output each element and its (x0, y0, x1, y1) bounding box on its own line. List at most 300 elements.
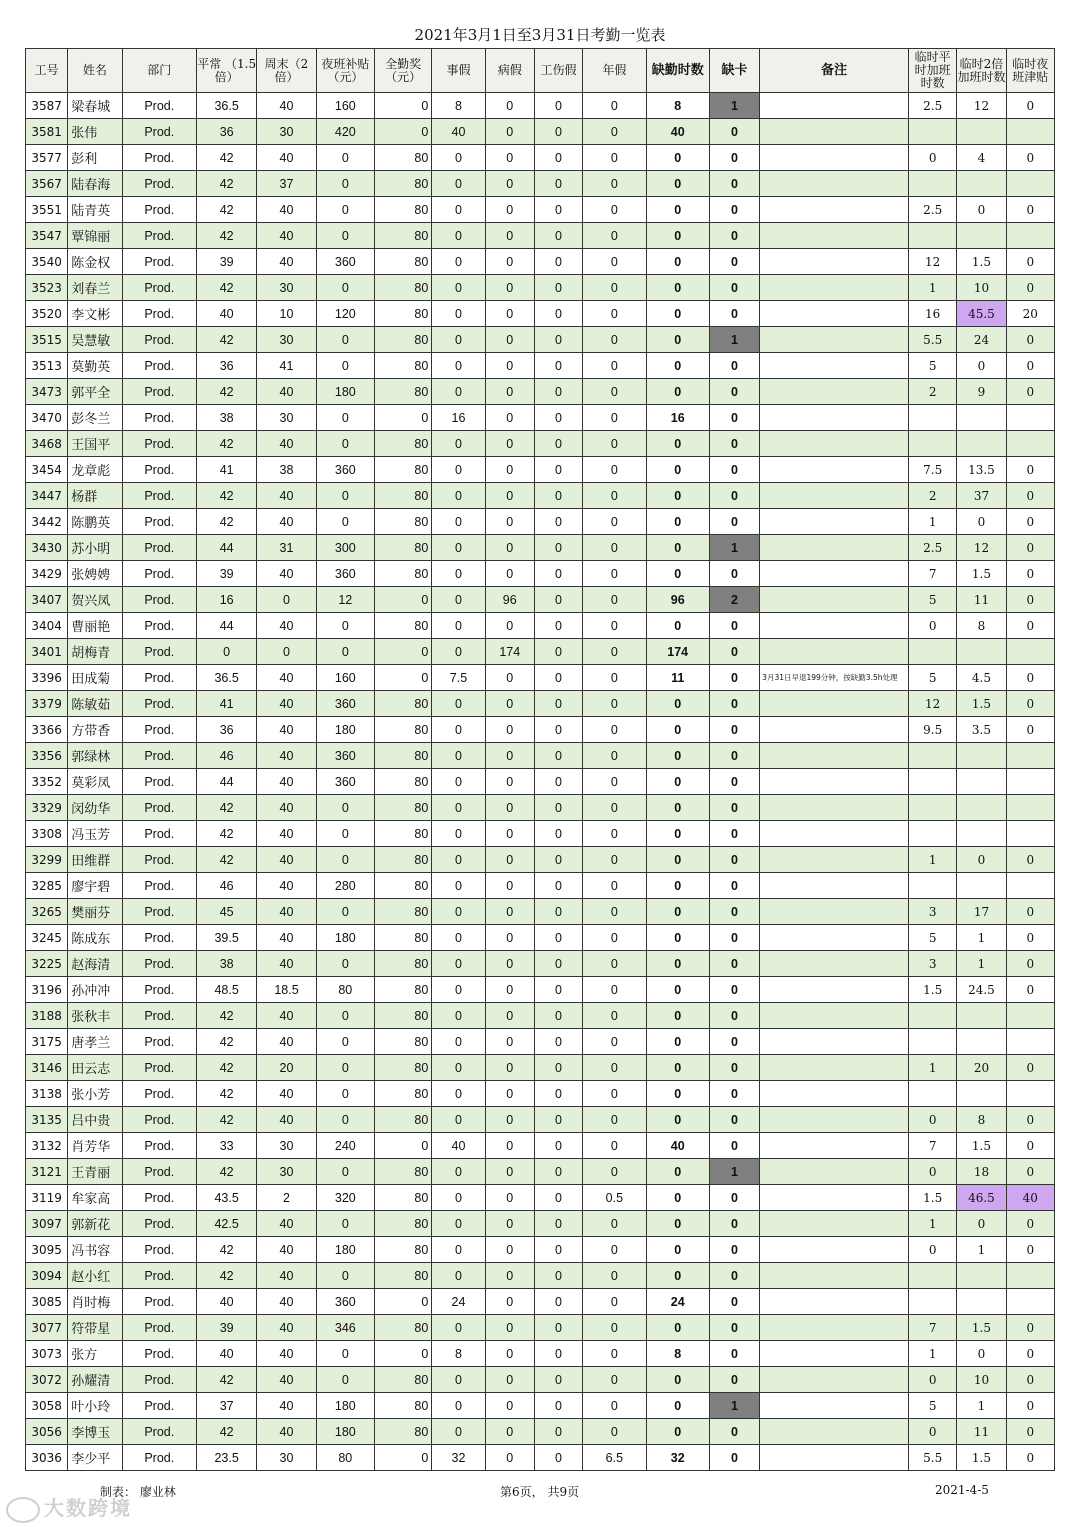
table-cell: 0 (583, 1419, 646, 1445)
table-cell: 8 (957, 613, 1006, 639)
table-cell: 80 (374, 1419, 431, 1445)
table-cell: 0 (957, 353, 1006, 379)
table-row (26, 743, 1055, 769)
table-cell: 20 (957, 1055, 1006, 1081)
table-cell: 0 (646, 1081, 709, 1107)
table-cell: 0 (583, 197, 646, 223)
table-cell: 3175 (26, 1029, 68, 1055)
table-cell: 0 (646, 613, 709, 639)
table-cell: 0 (583, 145, 646, 171)
table-cell: 0 (534, 769, 582, 795)
table-cell: 3401 (26, 639, 68, 665)
table-cell: 贺兴凤 (68, 587, 122, 613)
table-cell: 0 (432, 171, 485, 197)
table-cell (909, 743, 957, 769)
table-cell (760, 171, 909, 197)
table-cell: Prod. (122, 1263, 196, 1289)
table-cell: 0 (709, 1237, 759, 1263)
table-cell: 180 (316, 1393, 374, 1419)
table-cell: 18.5 (257, 977, 316, 1003)
table-cell: 0 (316, 847, 374, 873)
table-cell: 0 (432, 1159, 485, 1185)
table-cell: Prod. (122, 1211, 196, 1237)
table-cell: 张伟 (68, 119, 122, 145)
table-cell: 1 (909, 1211, 957, 1237)
table-cell: 80 (374, 1003, 431, 1029)
table-cell: 0 (1006, 1341, 1054, 1367)
table-cell: 160 (316, 93, 374, 119)
table-cell: 36 (196, 717, 256, 743)
table-cell (1006, 405, 1054, 431)
table-cell: 0 (1006, 535, 1054, 561)
table-cell: 0 (485, 1341, 534, 1367)
table-cell: 0 (583, 717, 646, 743)
table-cell: 0 (534, 249, 582, 275)
table-row (26, 1003, 1055, 1029)
table-cell: 0 (534, 743, 582, 769)
table-row (26, 171, 1055, 197)
table-cell: 0 (534, 1185, 582, 1211)
table-cell: 1.5 (957, 561, 1006, 587)
table-cell: 3407 (26, 587, 68, 613)
table-cell (760, 1237, 909, 1263)
table-cell: 0 (534, 223, 582, 249)
table-cell: 0 (583, 249, 646, 275)
table-cell: 曹丽艳 (68, 613, 122, 639)
table-cell: 0 (485, 509, 534, 535)
table-cell: 1.5 (909, 1185, 957, 1211)
table-cell: 80 (374, 1055, 431, 1081)
table-cell: 0 (583, 821, 646, 847)
table-cell: 10 (257, 301, 316, 327)
table-cell: 80 (374, 249, 431, 275)
table-cell: 0 (583, 613, 646, 639)
table-cell: 42 (196, 1107, 256, 1133)
table-cell: 苏小明 (68, 535, 122, 561)
table-cell: 0 (485, 171, 534, 197)
table-cell: 0 (1006, 1055, 1054, 1081)
table-cell: 0 (534, 613, 582, 639)
table-cell: 0 (583, 1029, 646, 1055)
table-cell: 0 (709, 1081, 759, 1107)
table-cell: 8 (957, 1107, 1006, 1133)
table-cell: 0 (534, 431, 582, 457)
table-cell: 5 (909, 587, 957, 613)
table-cell: 3138 (26, 1081, 68, 1107)
table-cell (760, 405, 909, 431)
table-cell: Prod. (122, 847, 196, 873)
table-cell: 11 (646, 665, 709, 691)
table-cell (957, 769, 1006, 795)
table-cell: 3058 (26, 1393, 68, 1419)
table-cell: 0 (583, 1263, 646, 1289)
table-cell: 0 (534, 1341, 582, 1367)
table-cell: 43.5 (196, 1185, 256, 1211)
table-cell: 0 (534, 847, 582, 873)
table-cell: 40 (257, 847, 316, 873)
table-cell: 0 (709, 1185, 759, 1211)
table-cell: 3073 (26, 1341, 68, 1367)
table-cell: 0 (316, 951, 374, 977)
column-header: 缺勤时数 (646, 49, 709, 93)
table-cell (957, 431, 1006, 457)
table-cell: 0 (583, 457, 646, 483)
table-cell: 5 (909, 1393, 957, 1419)
table-cell: Prod. (122, 171, 196, 197)
table-cell: 肖时梅 (68, 1289, 122, 1315)
table-cell: Prod. (122, 1341, 196, 1367)
table-cell: 42 (196, 483, 256, 509)
table-cell: 3095 (26, 1237, 68, 1263)
table-cell: 0 (534, 275, 582, 301)
table-cell: 0 (646, 1263, 709, 1289)
table-cell: 0 (709, 353, 759, 379)
table-cell: 0 (432, 1185, 485, 1211)
table-cell: Prod. (122, 1419, 196, 1445)
table-cell: 180 (316, 925, 374, 951)
table-cell: 冯书容 (68, 1237, 122, 1263)
table-cell (760, 1029, 909, 1055)
table-cell: 0 (646, 691, 709, 717)
table-cell: 8 (432, 93, 485, 119)
table-cell: 0 (485, 613, 534, 639)
table-row (26, 145, 1055, 171)
table-cell: 0 (1006, 1159, 1054, 1185)
table-cell: 0 (485, 353, 534, 379)
table-row (26, 1133, 1055, 1159)
table-cell: 0 (1006, 1393, 1054, 1419)
table-cell: 0 (957, 509, 1006, 535)
table-cell: 42 (196, 431, 256, 457)
table-cell: 120 (316, 301, 374, 327)
table-cell: 樊丽芬 (68, 899, 122, 925)
table-cell (760, 1393, 909, 1419)
column-header: 周末（2倍） (257, 49, 316, 93)
table-cell: Prod. (122, 1185, 196, 1211)
table-cell: 7.5 (432, 665, 485, 691)
table-cell (909, 405, 957, 431)
table-cell: 33 (196, 1133, 256, 1159)
table-cell: 40 (257, 1367, 316, 1393)
table-cell: Prod. (122, 951, 196, 977)
table-cell: 40 (257, 1029, 316, 1055)
table-cell: 0 (432, 1393, 485, 1419)
table-cell (1006, 873, 1054, 899)
table-cell: 32 (646, 1445, 709, 1471)
table-cell: 30 (257, 1159, 316, 1185)
table-cell: 彭利 (68, 145, 122, 171)
table-cell (760, 1003, 909, 1029)
table-row (26, 275, 1055, 301)
table-cell: 0 (1006, 665, 1054, 691)
table-cell: 24 (432, 1289, 485, 1315)
table-cell: 40 (257, 431, 316, 457)
column-header: 全勤奖（元） (374, 49, 431, 93)
table-cell: 8 (646, 93, 709, 119)
table-cell: 0 (1006, 1107, 1054, 1133)
table-cell: 1 (709, 327, 759, 353)
table-cell: 0 (583, 587, 646, 613)
table-cell: Prod. (122, 145, 196, 171)
table-cell: Prod. (122, 1081, 196, 1107)
table-cell: 0 (583, 795, 646, 821)
table-cell: 80 (374, 327, 431, 353)
table-cell: 0 (534, 1133, 582, 1159)
watermark-text: 大数跨境 (44, 1496, 132, 1520)
table-row (26, 1107, 1055, 1133)
table-cell: 0 (534, 1107, 582, 1133)
table-cell (909, 821, 957, 847)
table-cell (1006, 1029, 1054, 1055)
table-cell: 0 (432, 1367, 485, 1393)
table-cell (1006, 171, 1054, 197)
table-cell: 0 (316, 1367, 374, 1393)
table-cell: 叶小玲 (68, 1393, 122, 1419)
table-row (26, 1419, 1055, 1445)
table-cell: 3447 (26, 483, 68, 509)
table-cell: 唐孝兰 (68, 1029, 122, 1055)
table-cell: 0 (485, 1315, 534, 1341)
table-cell: 0 (709, 665, 759, 691)
table-cell: 45 (196, 899, 256, 925)
table-cell: 360 (316, 743, 374, 769)
table-cell: 0 (316, 327, 374, 353)
table-cell (760, 951, 909, 977)
table-cell (760, 275, 909, 301)
table-cell: 80 (374, 145, 431, 171)
table-cell: 3308 (26, 821, 68, 847)
table-cell (957, 119, 1006, 145)
table-cell: 0 (316, 899, 374, 925)
table-cell: 7 (909, 561, 957, 587)
table-cell: 40 (432, 119, 485, 145)
page-number: 第6页， 共9页 (500, 1485, 580, 1499)
table-cell: 符带星 (68, 1315, 122, 1341)
table-cell: 0 (534, 1315, 582, 1341)
table-cell: 0 (432, 951, 485, 977)
table-cell: 1 (709, 535, 759, 561)
table-cell: 3587 (26, 93, 68, 119)
table-cell: 0 (485, 1237, 534, 1263)
table-cell: 3056 (26, 1419, 68, 1445)
table-cell: 42 (196, 1003, 256, 1029)
table-cell: 0 (709, 171, 759, 197)
table-cell: 0 (709, 1055, 759, 1081)
table-cell: 0 (583, 405, 646, 431)
table-cell: 0 (432, 197, 485, 223)
table-row (26, 405, 1055, 431)
table-cell: Prod. (122, 1055, 196, 1081)
table-cell: 3513 (26, 353, 68, 379)
table-cell: 0 (485, 769, 534, 795)
table-cell: 0 (709, 639, 759, 665)
table-cell: 0 (1006, 483, 1054, 509)
table-cell: 360 (316, 457, 374, 483)
table-cell: 田云志 (68, 1055, 122, 1081)
table-cell: 0 (709, 1133, 759, 1159)
table-cell: 0 (432, 535, 485, 561)
table-cell: 42 (196, 223, 256, 249)
table-cell (957, 821, 1006, 847)
table-cell: Prod. (122, 1367, 196, 1393)
table-cell (1006, 821, 1054, 847)
table-cell: 0 (432, 1419, 485, 1445)
table-cell: 0 (957, 1211, 1006, 1237)
table-cell: 40 (432, 1133, 485, 1159)
table-cell: 0 (1006, 847, 1054, 873)
table-cell: Prod. (122, 899, 196, 925)
table-cell: Prod. (122, 301, 196, 327)
table-body (26, 93, 1055, 1471)
table-cell: 2.5 (909, 93, 957, 119)
table-cell: 0 (1006, 1315, 1054, 1341)
table-cell: 18 (957, 1159, 1006, 1185)
table-cell: 80 (374, 483, 431, 509)
table-cell: 0 (534, 1003, 582, 1029)
table-cell: 80 (374, 1029, 431, 1055)
table-cell: 174 (646, 639, 709, 665)
table-cell (760, 1367, 909, 1393)
table-cell: 0 (646, 1003, 709, 1029)
table-cell (1006, 223, 1054, 249)
table-cell: 42 (196, 171, 256, 197)
table-cell: 0 (316, 1159, 374, 1185)
table-cell: 0 (646, 483, 709, 509)
table-cell: 0 (709, 977, 759, 1003)
table-cell: 42 (196, 847, 256, 873)
table-cell: 冯玉芳 (68, 821, 122, 847)
table-cell (957, 223, 1006, 249)
table-cell: Prod. (122, 535, 196, 561)
table-cell: Prod. (122, 743, 196, 769)
table-cell: 赵海清 (68, 951, 122, 977)
table-cell (760, 847, 909, 873)
table-cell: 42 (196, 275, 256, 301)
table-cell: 40 (257, 951, 316, 977)
table-cell: 1 (909, 509, 957, 535)
table-cell: 0 (432, 457, 485, 483)
table-cell (760, 301, 909, 327)
table-cell: 0 (534, 899, 582, 925)
table-cell: 0 (485, 1419, 534, 1445)
table-cell: 0 (485, 1029, 534, 1055)
table-cell: 0 (534, 119, 582, 145)
table-cell: 0 (583, 1341, 646, 1367)
table-row (26, 431, 1055, 457)
table-cell (760, 145, 909, 171)
table-cell: Prod. (122, 1445, 196, 1471)
table-cell: 0 (485, 405, 534, 431)
table-cell (909, 1289, 957, 1315)
table-cell: 莫彩凤 (68, 769, 122, 795)
table-cell: 龙章彪 (68, 457, 122, 483)
table-cell: 0 (374, 587, 431, 613)
table-cell: 420 (316, 119, 374, 145)
table-cell: 80 (374, 795, 431, 821)
table-cell: 0 (374, 1341, 431, 1367)
table-cell: 0 (583, 951, 646, 977)
table-cell: 23.5 (196, 1445, 256, 1471)
table-cell: 3430 (26, 535, 68, 561)
table-cell: 0 (432, 1029, 485, 1055)
table-cell: 7 (909, 1133, 957, 1159)
table-cell: 0 (583, 639, 646, 665)
table-cell: 12 (316, 587, 374, 613)
table-cell: 40 (257, 197, 316, 223)
table-cell: 0 (709, 821, 759, 847)
column-header: 事假 (432, 49, 485, 93)
table-cell: 0 (485, 925, 534, 951)
table-cell (957, 1081, 1006, 1107)
attendance-table (25, 48, 1055, 1471)
table-cell (909, 1029, 957, 1055)
table-cell: 40 (257, 743, 316, 769)
table-cell (760, 431, 909, 457)
table-cell: Prod. (122, 639, 196, 665)
table-cell: Prod. (122, 873, 196, 899)
table-cell (760, 1185, 909, 1211)
table-cell: Prod. (122, 1107, 196, 1133)
table-cell: 80 (374, 847, 431, 873)
table-cell: Prod. (122, 119, 196, 145)
table-cell: 0 (583, 665, 646, 691)
table-cell: 180 (316, 379, 374, 405)
table-cell: 0 (1006, 457, 1054, 483)
table-cell (957, 405, 1006, 431)
table-cell: 80 (374, 353, 431, 379)
table-cell (760, 691, 909, 717)
table-cell: 11 (957, 587, 1006, 613)
table-cell: 5 (909, 665, 957, 691)
table-cell: 0 (957, 847, 1006, 873)
print-date: 2021-4-5 (935, 1483, 989, 1497)
table-cell: 0 (1006, 275, 1054, 301)
table-cell: 3.5 (957, 717, 1006, 743)
table-cell: Prod. (122, 509, 196, 535)
table-cell: 360 (316, 691, 374, 717)
table-cell: 0 (485, 977, 534, 1003)
table-cell (760, 197, 909, 223)
table-cell (760, 1289, 909, 1315)
table-cell: 0 (646, 353, 709, 379)
table-cell: Prod. (122, 925, 196, 951)
table-cell: Prod. (122, 93, 196, 119)
table-cell: 40 (257, 1107, 316, 1133)
table-cell: 0 (485, 821, 534, 847)
table-cell (1006, 1263, 1054, 1289)
table-cell: 80 (374, 561, 431, 587)
table-cell: 0 (583, 431, 646, 457)
table-cell: 0 (432, 431, 485, 457)
table-cell: 0 (432, 977, 485, 1003)
table-cell: 陆青英 (68, 197, 122, 223)
table-cell: 0 (583, 93, 646, 119)
table-row (26, 691, 1055, 717)
table-cell: 0 (316, 223, 374, 249)
table-cell: 杨群 (68, 483, 122, 509)
table-cell: 6.5 (583, 1445, 646, 1471)
table-cell: 80 (374, 743, 431, 769)
table-cell: 80 (374, 1367, 431, 1393)
table-cell: 0 (316, 1341, 374, 1367)
table-cell: 0 (316, 1029, 374, 1055)
table-cell: 张娉娉 (68, 561, 122, 587)
table-cell: 0 (316, 1055, 374, 1081)
table-cell: 0 (534, 535, 582, 561)
table-cell: 0 (583, 1003, 646, 1029)
table-cell: 0 (709, 1315, 759, 1341)
table-cell: 李少平 (68, 1445, 122, 1471)
